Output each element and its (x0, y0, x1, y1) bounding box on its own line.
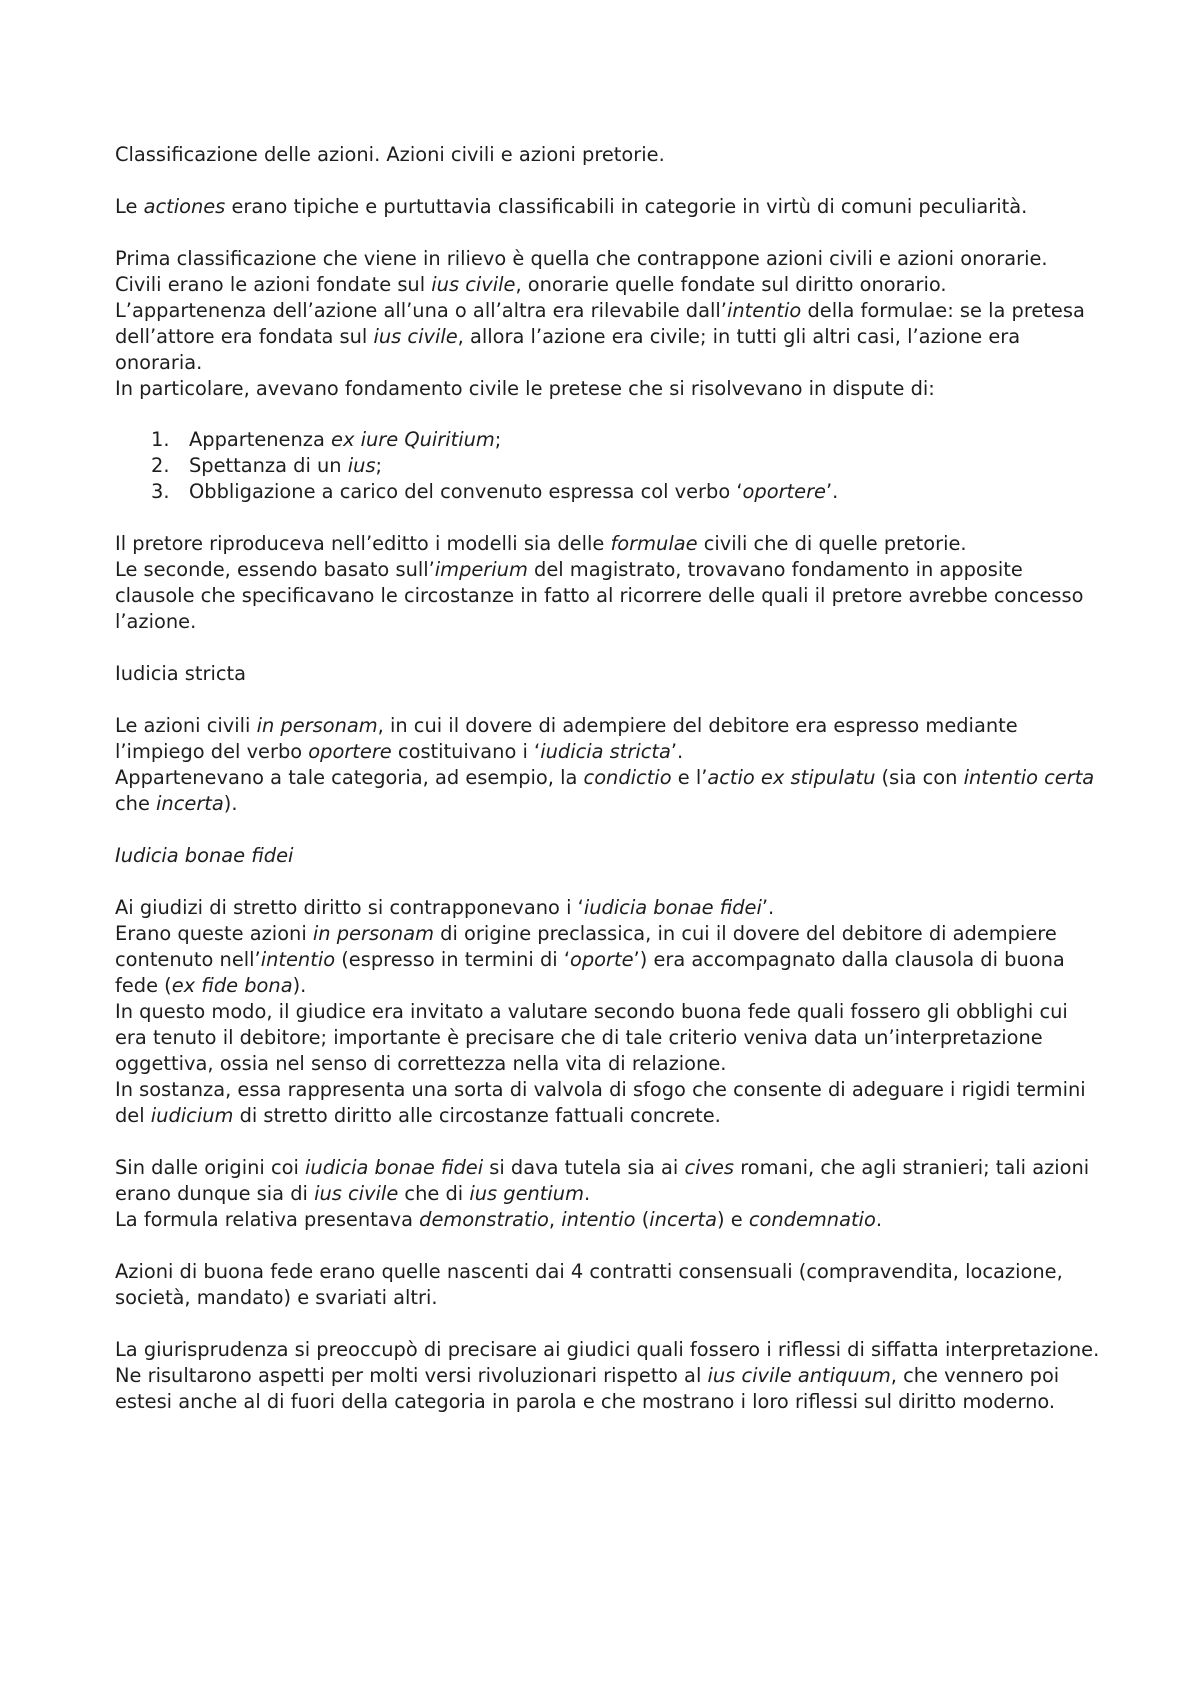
intro-paragraph: Le actiones erano tipiche e purtuttavia classificabili in categorie in virtù di comuni peculiarità. (115, 195, 1028, 218)
dispute-intro-paragraph: In particolare, avevano fondamento civile le pretese che si risolvevano in dispute di: (115, 377, 935, 400)
dispute-list (115, 427, 1100, 505)
giudice-paragraph: In questo modo, il giudice era invitato a valutare secondo buona fede quali fossero gli obblighi cui era tenuto il debitore; importante è precisare che di tale criterio veniva data un’interpretazione oggettiva, ossia nel senso di correttezza nella vita di relazione. (115, 1000, 1068, 1075)
heading-iudicia-bonae-fidei: Iudicia bonae fidei (115, 844, 294, 867)
imperium-paragraph: Le seconde, essendo basato sull’imperium del magistrato, trovavano fondamento in apposite clausole che specificavano le circostanze in fatto al ricorrere delle quali il pretore avrebbe concesso l’azione. (115, 558, 1084, 633)
riflessi-paragraph: Ne risultarono aspetti per molti versi rivoluzionari rispetto al ius civile antiquum, che vennero poi estesi anche al di fuori della categoria in parola e che mostrano i loro riflessi sul diritto moderno. (115, 1364, 1060, 1413)
stricta-examples-paragraph: Appartenevano a tale categoria, ad esempio, la condictio e l’actio ex stipulatu (sia con intentio certa che incerta). (115, 766, 1095, 815)
classification-paragraph: Prima classificazione che viene in rilievo è quella che contrappone azioni civili e azioni onorarie. (115, 247, 1048, 270)
list-item: 3. Obbligazione a carico del convenuto espressa col verbo ‘oportere’. (151, 480, 839, 503)
tutela-paragraph: Sin dalle origini coi iudicia bonae fidei si dava tutela sia ai cives romani, che agli stranieri; tali azioni erano dunque sia di ius civile che di ius gentium. (115, 1156, 1090, 1205)
formula-paragraph: La formula relativa presentava demonstratio, intentio (incerta) e condemnatio. (115, 1208, 882, 1231)
stricta-paragraph: Le azioni civili in personam, in cui il dovere di adempiere del debitore era espresso mediante l’impiego del verbo oportere costituivano i ‘iudicia stricta’. (115, 714, 1018, 763)
document-title: Classificazione delle azioni. Azioni civili e azioni pretorie. (115, 143, 665, 166)
pretore-paragraph: Il pretore riproduceva nell’editto i modelli sia delle formulae civili che di quelle pretorie. (115, 532, 967, 555)
intentio-paragraph: L’appartenenza dell’azione all’una o all’altra era rilevabile dall’intentio della formulae: se la pretesa dell’attore era fondata sul ius civile, allora l’azione era civile; in tutti gli altri casi, l’azione era onoraria. (115, 299, 1085, 374)
heading-iudicia-stricta: Iudicia stricta (115, 662, 247, 685)
bonae-fidei-intro-paragraph: Ai giudizi di stretto diritto si contrapponevano i ‘iudicia bonae fidei’. (115, 896, 775, 919)
valvola-paragraph: In sostanza, essa rappresenta una sorta di valvola di sfogo che consente di adeguare i rigidi termini del iudicium di stretto diritto alle circostanze fattuali concrete. (115, 1078, 1086, 1127)
contratti-paragraph: Azioni di buona fede erano quelle nascenti dai 4 contratti consensuali (compravendita, locazione, società, mandato) e svariati altri. (115, 1260, 1063, 1309)
civil-definition-paragraph: Civili erano le azioni fondate sul ius civile, onorarie quelle fondate sul diritto onorario. (115, 273, 947, 296)
bonae-fidei-origin-paragraph: Erano queste azioni in personam di origine preclassica, in cui il dovere del debitore di adempiere contenuto nell’intentio (espresso in termini di ‘oporte’) era accompagnato dalla clausola di buona fede (ex fide bona). (115, 922, 1065, 997)
list-item: 1. Appartenenza ex iure Quiritium; (151, 428, 502, 451)
list-item: 2. Spettanza di un ius; (151, 454, 383, 477)
document-page (115, 142, 1100, 1415)
giurisprudenza-paragraph: La giurisprudenza si preoccupò di precisare ai giudici quali fossero i riflessi di siffatta interpretazione. (115, 1338, 1100, 1361)
